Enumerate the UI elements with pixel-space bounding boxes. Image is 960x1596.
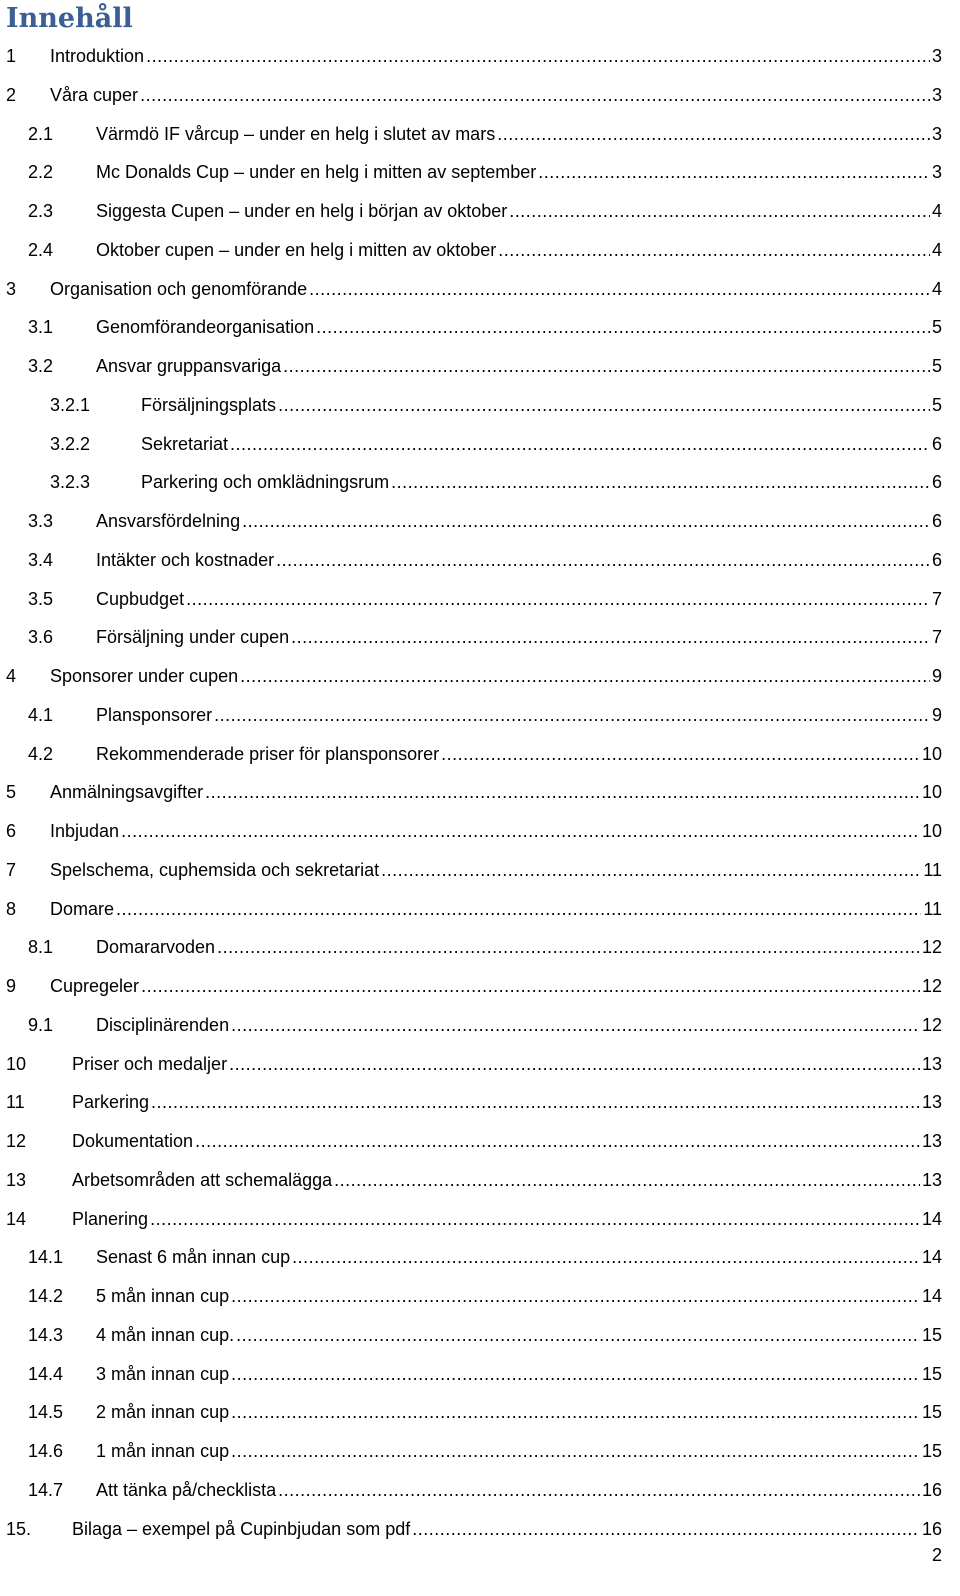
dot-leader: [497, 115, 930, 154]
toc-entry-number: 2.4: [28, 239, 54, 260]
toc-entry-label[interactable]: 3 mån innan cup: [96, 1363, 230, 1384]
toc-entry-line: [50, 76, 942, 115]
toc-entry-label[interactable]: Rekommenderade priser för plansponsorer: [96, 743, 440, 764]
toc-entry[interactable]: [0, 1238, 960, 1277]
toc-entry-label[interactable]: 1 mån innan cup: [96, 1441, 230, 1461]
toc-entry-label[interactable]: Cupregeler: [50, 976, 140, 996]
dot-leader: [509, 192, 930, 231]
dot-leader: [309, 270, 930, 309]
toc-entry-number: 14.7: [28, 1479, 64, 1500]
toc-entry-label[interactable]: Värmdö IF vårcup – under en helg i slutet av mars: [96, 123, 496, 144]
toc-entry-number: 3.5: [28, 588, 54, 609]
toc-entry-label[interactable]: Arbetsområden att schemalägga: [72, 1169, 333, 1190]
toc-entry[interactable]: [0, 1355, 960, 1394]
toc-entry-label[interactable]: Siggesta Cupen – under en helg i början av oktober: [96, 201, 508, 221]
toc-entry-page[interactable]: 15: [921, 1402, 942, 1423]
toc-entry-label[interactable]: Domare: [50, 898, 115, 919]
toc-entry-number: 3.2.1: [50, 394, 91, 415]
toc-entry[interactable]: [0, 812, 960, 851]
toc-entry-line: [141, 386, 942, 425]
toc-entry-page[interactable]: 11: [923, 898, 942, 919]
toc-entry-label[interactable]: Introduktion: [50, 46, 145, 66]
dot-leader: [186, 580, 930, 619]
toc-entry-label[interactable]: 4 mån innan cup.: [96, 1324, 235, 1345]
toc-entry[interactable]: [0, 463, 960, 502]
toc-entry[interactable]: [0, 1083, 960, 1122]
dot-leader: [242, 502, 930, 541]
toc-entry-label[interactable]: Plansponsorer: [96, 704, 213, 725]
toc-entry-line: [96, 735, 942, 774]
toc-entry-label[interactable]: Ansvar gruppansvariga: [96, 356, 282, 376]
toc-entry-line: [141, 425, 942, 464]
toc-entry-page[interactable]: 10: [921, 821, 942, 841]
toc-entry[interactable]: [0, 1277, 960, 1316]
dot-leader: [231, 1393, 920, 1432]
toc-entry-page[interactable]: 16: [921, 1518, 942, 1539]
toc-entry[interactable]: [0, 1432, 960, 1471]
toc-entry-page[interactable]: 9: [931, 666, 942, 686]
toc-entry-number: 8.1: [28, 937, 54, 958]
toc-entry-number: 15.: [6, 1518, 32, 1539]
dot-leader: [498, 231, 930, 270]
toc-entry[interactable]: [0, 773, 960, 812]
toc-entry[interactable]: [0, 425, 960, 464]
toc-entry-line: [50, 37, 942, 76]
dot-leader: [292, 1238, 920, 1277]
toc-entry-number: 9: [6, 976, 17, 996]
toc-entry[interactable]: [0, 153, 960, 192]
toc-entry-line: [96, 308, 942, 347]
page-number: 2: [931, 1545, 942, 1565]
toc-entry[interactable]: [0, 347, 960, 386]
dot-leader: [205, 773, 920, 812]
toc-title: Innehåll: [6, 3, 133, 34]
dot-leader: [236, 1316, 920, 1355]
dot-leader: [151, 1083, 920, 1122]
dot-leader: [150, 1200, 920, 1239]
toc-entry-number: 9.1: [28, 1014, 54, 1035]
toc-entry[interactable]: [0, 1471, 960, 1510]
toc-entry-line: [72, 1200, 942, 1239]
toc-entry-number: 10: [6, 1053, 27, 1074]
toc-entry-number: 3.6: [28, 627, 54, 648]
toc-entry-line: [96, 347, 942, 386]
dot-leader: [116, 890, 921, 929]
toc-entry-line: [50, 812, 942, 851]
dot-leader: [316, 308, 930, 347]
toc-entry-label[interactable]: Parkering: [72, 1092, 150, 1113]
toc-entry-line: [96, 1355, 942, 1394]
dot-leader: [214, 696, 930, 735]
toc-entry-line: [96, 580, 942, 619]
toc-entry-page[interactable]: 10: [921, 782, 942, 803]
toc-entry-line: [96, 1238, 942, 1277]
toc-entry[interactable]: [0, 76, 960, 115]
toc-entry[interactable]: [0, 1316, 960, 1355]
toc-entry-page[interactable]: 6: [931, 549, 942, 570]
toc-entry-line: [96, 696, 942, 735]
toc-entry-page[interactable]: 15: [921, 1324, 942, 1345]
toc-entry[interactable]: [0, 308, 960, 347]
toc-entry[interactable]: [0, 1161, 960, 1200]
toc-entry[interactable]: [0, 386, 960, 425]
toc-entry-line: [96, 928, 942, 967]
dot-leader: [381, 851, 921, 890]
toc-entry-number: 2.2: [28, 162, 54, 183]
toc-entry-label[interactable]: Senast 6 mån innan cup: [96, 1247, 291, 1268]
toc-entry-page[interactable]: 4: [931, 201, 942, 221]
toc-entry-number: 7: [6, 859, 17, 880]
toc-entry-line: [96, 502, 942, 541]
toc-entry-label[interactable]: Bilaga – exempel på Cupinbjudan som pdf: [72, 1518, 411, 1539]
toc-entry-line: [96, 618, 942, 657]
toc-entry-label[interactable]: Inbjudan: [50, 821, 120, 841]
dot-leader: [195, 1122, 920, 1161]
dot-leader: [334, 1161, 920, 1200]
toc-entry-page[interactable]: 7: [931, 627, 942, 648]
toc-entry-number: 4: [6, 666, 17, 686]
toc-entry[interactable]: [0, 890, 960, 929]
toc-entry-label[interactable]: Cupbudget: [96, 588, 185, 609]
toc-entry-line: [96, 1006, 942, 1045]
dot-leader: [391, 463, 930, 502]
toc-entry-page[interactable]: 6: [931, 433, 942, 454]
toc-entry-page[interactable]: 13: [921, 1131, 942, 1151]
toc-entry-page[interactable]: 12: [921, 1014, 942, 1035]
toc-entry-line: [96, 231, 942, 270]
toc-entry-label[interactable]: Parkering och omklädningsrum: [141, 472, 390, 493]
toc-entry[interactable]: [0, 37, 960, 76]
toc-entry-page[interactable]: 10: [921, 743, 942, 764]
toc-entry-page[interactable]: 4: [931, 278, 942, 299]
toc-entry-label[interactable]: Disciplinärenden: [96, 1014, 230, 1035]
dot-leader: [146, 37, 930, 76]
toc-entry-label[interactable]: Dokumentation: [72, 1131, 194, 1151]
dot-leader: [140, 76, 930, 115]
toc-entry-page[interactable]: 14: [921, 1247, 942, 1268]
toc-entry-line: [50, 967, 942, 1006]
toc-entry-page[interactable]: 11: [923, 859, 942, 880]
dot-leader: [231, 1355, 920, 1394]
toc-entry[interactable]: [0, 696, 960, 735]
dot-leader: [276, 541, 930, 580]
toc-entry[interactable]: [0, 1510, 960, 1549]
dot-leader: [291, 618, 930, 657]
toc-entry-number: 2.3: [28, 201, 54, 221]
toc-entry-line: [96, 1277, 942, 1316]
toc-entry[interactable]: [0, 1393, 960, 1432]
toc-entry-number: 14.1: [28, 1247, 64, 1268]
toc-entry-line: [96, 541, 942, 580]
toc-entry-label[interactable]: Ansvarsfördelning: [96, 511, 241, 531]
toc-entry-number: 3.2.3: [50, 472, 91, 493]
toc-entry[interactable]: [0, 502, 960, 541]
toc-entry-number: 2.1: [28, 123, 54, 144]
toc-entry-label[interactable]: 5 mån innan cup: [96, 1286, 230, 1306]
toc-entry-page[interactable]: 14: [921, 1286, 942, 1306]
toc-entry-page[interactable]: 15: [921, 1363, 942, 1384]
toc-entry-line: [50, 890, 942, 929]
toc-entry-line: [72, 1510, 942, 1549]
dot-leader: [240, 657, 930, 696]
toc-entry[interactable]: [0, 657, 960, 696]
toc-entry-line: [96, 153, 942, 192]
toc-entry-line: [96, 115, 942, 154]
dot-leader: [231, 1277, 920, 1316]
toc-entry[interactable]: [0, 192, 960, 231]
toc-entry-line: [141, 463, 942, 502]
toc-entry-page[interactable]: 9: [931, 704, 942, 725]
toc-entry[interactable]: [0, 1200, 960, 1239]
toc-entry-page[interactable]: 15: [921, 1441, 942, 1461]
toc-entry-number: 1: [6, 46, 17, 66]
toc-entry-label[interactable]: Försäljningsplats: [141, 394, 277, 415]
toc-entry-label[interactable]: Priser och medaljer: [72, 1053, 228, 1074]
toc-entry-line: [50, 851, 942, 890]
toc-entry-page[interactable]: 6: [931, 511, 942, 531]
toc-entry[interactable]: [0, 735, 960, 774]
toc-entry-number: 3.4: [28, 549, 54, 570]
toc-entry-line: [50, 270, 942, 309]
toc-entry-number: 14.3: [28, 1324, 64, 1345]
toc-entry-number: 3.1: [28, 317, 54, 338]
toc-entry-page[interactable]: 5: [931, 356, 942, 376]
toc-entry-page[interactable]: 3: [931, 46, 942, 66]
toc-entry-label[interactable]: Försäljning under cupen: [96, 627, 290, 648]
toc-entry-page[interactable]: 13: [921, 1053, 942, 1074]
toc-entry-number: 14.2: [28, 1286, 64, 1306]
toc-entry-label[interactable]: Att tänka på/checklista: [96, 1479, 277, 1500]
toc-entry-line: [72, 1083, 942, 1122]
toc-entry[interactable]: [0, 1045, 960, 1084]
toc-entry-label[interactable]: Domararvoden: [96, 937, 216, 958]
dot-leader: [231, 1432, 920, 1471]
toc-entry-page[interactable]: 13: [921, 1092, 942, 1113]
toc-entry-number: 14.6: [28, 1441, 64, 1461]
toc-entry[interactable]: [0, 967, 960, 1006]
dot-leader: [229, 1045, 920, 1084]
toc-entry-label[interactable]: Planering: [72, 1208, 149, 1229]
dot-leader: [278, 386, 930, 425]
toc-entry-page[interactable]: 4: [931, 239, 942, 260]
toc-entry-label[interactable]: Oktober cupen – under en helg i mitten av oktober: [96, 239, 497, 260]
toc-entry-number: 3.2.2: [50, 433, 91, 454]
toc-entry-page[interactable]: 3: [931, 84, 942, 105]
toc-entry-number: 4.2: [28, 743, 54, 764]
toc-entry-label[interactable]: Anmälningsavgifter: [50, 782, 204, 803]
toc-entry-number: 13: [6, 1169, 27, 1190]
toc-entry-label[interactable]: Sponsorer under cupen: [50, 666, 239, 686]
toc-entry-label[interactable]: Spelschema, cuphemsida och sekretariat: [50, 859, 380, 880]
dot-leader: [121, 812, 920, 851]
dot-leader: [141, 967, 920, 1006]
toc-entry-line: [50, 657, 942, 696]
dot-leader: [283, 347, 930, 386]
toc-entry-number: 5: [6, 782, 17, 803]
toc-entry-page[interactable]: 16: [921, 1479, 942, 1500]
dot-leader: [231, 1006, 920, 1045]
toc-entry-label[interactable]: 2 mån innan cup: [96, 1402, 230, 1423]
toc-entry[interactable]: [0, 851, 960, 890]
toc-entry-page[interactable]: 13: [921, 1169, 942, 1190]
toc-entry-line: [72, 1045, 942, 1084]
dot-leader: [278, 1471, 920, 1510]
toc-entry-line: [50, 773, 942, 812]
toc-entry-label[interactable]: Genomförandeorganisation: [96, 317, 315, 338]
toc-entry[interactable]: [0, 618, 960, 657]
toc-entry-line: [96, 1432, 942, 1471]
toc-entry-line: [72, 1161, 942, 1200]
toc-entry-page[interactable]: 6: [931, 472, 942, 493]
toc-entry[interactable]: [0, 580, 960, 619]
dot-leader: [441, 735, 920, 774]
toc-entry[interactable]: [0, 270, 960, 309]
toc-entry-label[interactable]: Organisation och genomförande: [50, 278, 308, 299]
toc-entry-number: 6: [6, 821, 17, 841]
toc-entry-page[interactable]: 12: [921, 976, 942, 996]
toc-entry-line: [96, 192, 942, 231]
toc-entry-number: 14.4: [28, 1363, 64, 1384]
toc-entry[interactable]: [0, 928, 960, 967]
toc-entry[interactable]: [0, 1122, 960, 1161]
toc-entry-number: 12: [6, 1131, 27, 1151]
toc-entry[interactable]: [0, 541, 960, 580]
toc-entry-number: 3.3: [28, 511, 54, 531]
toc-entry-number: 4.1: [28, 704, 54, 725]
dot-leader: [412, 1510, 920, 1549]
toc-entry-number: 11: [6, 1092, 25, 1113]
toc-entry-line: [96, 1393, 942, 1432]
toc-entry-page[interactable]: 3: [931, 123, 942, 144]
toc-entry-line: [96, 1471, 942, 1510]
toc-entry-page[interactable]: 7: [931, 588, 942, 609]
toc-entry-line: [96, 1316, 942, 1355]
toc-entry-number: 3.2: [28, 356, 54, 376]
dot-leader: [217, 928, 920, 967]
toc-entry-number: 2: [6, 84, 17, 105]
toc-entry-label[interactable]: Mc Donalds Cup – under en helg i mitten av september: [96, 162, 537, 183]
toc-entry-label[interactable]: Sekretariat: [141, 433, 229, 454]
toc-entry-label[interactable]: Intäkter och kostnader: [96, 549, 275, 570]
toc-entry-number: 3: [6, 278, 17, 299]
toc-entry-page[interactable]: 3: [931, 162, 942, 183]
toc-entry[interactable]: [0, 1006, 960, 1045]
table-of-contents: [0, 37, 960, 1548]
toc-entry-line: [72, 1122, 942, 1161]
toc-entry-page[interactable]: 5: [931, 394, 942, 415]
dot-leader: [230, 425, 930, 464]
toc-entry[interactable]: [0, 115, 960, 154]
toc-entry-number: 14: [6, 1208, 27, 1229]
toc-entry-page[interactable]: 5: [931, 317, 942, 338]
toc-entry-number: 8: [6, 898, 17, 919]
toc-entry-label[interactable]: Våra cuper: [50, 84, 139, 105]
toc-entry-page[interactable]: 12: [921, 937, 942, 958]
toc-entry-number: 14.5: [28, 1402, 64, 1423]
toc-entry-page[interactable]: 14: [921, 1208, 942, 1229]
dot-leader: [538, 153, 930, 192]
toc-entry[interactable]: [0, 231, 960, 270]
